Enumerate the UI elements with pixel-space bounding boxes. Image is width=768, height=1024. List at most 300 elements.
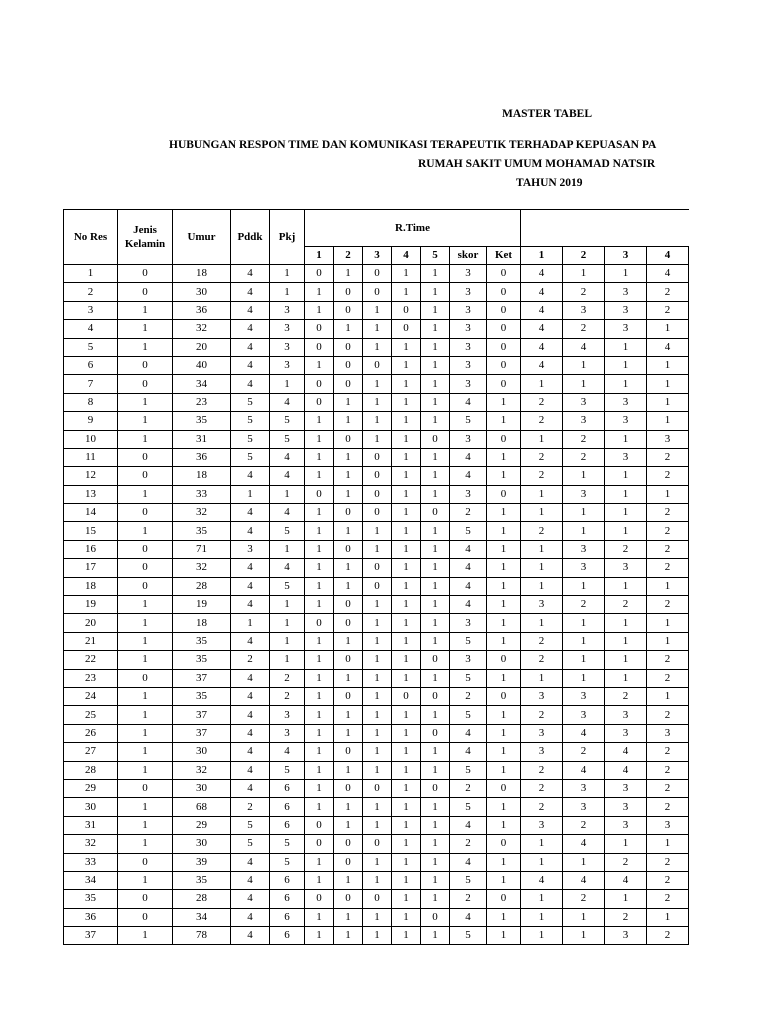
document-subtitle: HUBUNGAN RESPON TIME DAN KOMUNIKASI TERAPEUTIK TERHADAP KEPUASAN PA: [169, 139, 657, 151]
table-cell: 39: [173, 853, 231, 871]
table-header: [64, 210, 689, 265]
table-cell: 1: [363, 632, 392, 650]
table-cell: 0: [118, 559, 173, 577]
table-cell: 1: [487, 927, 521, 945]
table-cell: 1: [521, 927, 563, 945]
table-cell: 4: [270, 504, 305, 522]
table-cell: 5: [270, 835, 305, 853]
table-cell: 1: [563, 356, 605, 374]
table-cell: 4: [563, 761, 605, 779]
table-cell: 0: [334, 430, 363, 448]
table-cell: 1: [118, 816, 173, 834]
table-cell: 0: [305, 816, 334, 834]
table-cell: 0: [487, 356, 521, 374]
table-row: [64, 393, 689, 411]
table-row: [64, 890, 689, 908]
table-cell: 1: [421, 798, 450, 816]
table-cell: 2: [450, 779, 487, 797]
header-pddk: Pddk: [231, 210, 270, 265]
table-cell: 5: [270, 430, 305, 448]
table-cell: 4: [521, 338, 563, 356]
table-cell: 37: [173, 724, 231, 742]
table-cell: 1: [334, 448, 363, 466]
table-cell: 1: [392, 724, 421, 742]
table-cell: 1: [392, 927, 421, 945]
table-cell: 1: [334, 577, 363, 595]
table-cell: 1: [521, 577, 563, 595]
table-cell: 1: [305, 448, 334, 466]
table-cell: 4: [450, 540, 487, 558]
table-cell: 3: [231, 540, 270, 558]
table-cell: 4: [563, 871, 605, 889]
table-cell: 1: [421, 669, 450, 687]
table-cell: 2: [521, 651, 563, 669]
table-cell: 3: [605, 301, 647, 319]
table-cell: 78: [173, 927, 231, 945]
table-cell: 0: [363, 577, 392, 595]
table-row: [64, 651, 689, 669]
table-row: [64, 283, 689, 301]
table-cell: 1: [363, 669, 392, 687]
table-cell: 31: [64, 816, 118, 834]
table-row: [64, 504, 689, 522]
table-cell: 1: [334, 265, 363, 283]
table-cell: 1: [521, 835, 563, 853]
table-cell: 0: [305, 265, 334, 283]
table-row: [64, 632, 689, 650]
table-cell: 1: [487, 761, 521, 779]
table-cell: 5: [231, 448, 270, 466]
table-cell: 2: [647, 761, 689, 779]
table-cell: 3: [270, 706, 305, 724]
table-row: [64, 779, 689, 797]
table-cell: 4: [270, 467, 305, 485]
table-cell: 1: [421, 577, 450, 595]
table-cell: 0: [334, 743, 363, 761]
table-cell: 1: [421, 375, 450, 393]
table-cell: 1: [334, 320, 363, 338]
table-cell: 1: [421, 706, 450, 724]
table-cell: 0: [334, 338, 363, 356]
table-cell: 1: [487, 743, 521, 761]
table-cell: 3: [563, 301, 605, 319]
table-cell: 1: [118, 485, 173, 503]
table-row: [64, 485, 689, 503]
table-cell: 1: [334, 761, 363, 779]
table-cell: 2: [605, 687, 647, 705]
table-cell: 0: [487, 890, 521, 908]
table-cell: 3: [450, 338, 487, 356]
table-cell: 1: [305, 779, 334, 797]
table-cell: 15: [64, 522, 118, 540]
table-cell: 1: [605, 265, 647, 283]
table-cell: 3: [521, 743, 563, 761]
table-cell: 0: [487, 485, 521, 503]
table-cell: 4: [450, 908, 487, 926]
table-cell: 2: [450, 890, 487, 908]
table-cell: 5: [64, 338, 118, 356]
table-cell: 3: [563, 779, 605, 797]
table-cell: 1: [118, 835, 173, 853]
table-cell: 2: [270, 687, 305, 705]
table-cell: 3: [521, 596, 563, 614]
table-cell: 3: [563, 706, 605, 724]
table-cell: 4: [647, 338, 689, 356]
table-cell: 4: [270, 743, 305, 761]
table-cell: 4: [521, 320, 563, 338]
table-cell: 1: [521, 485, 563, 503]
table-cell: 3: [605, 283, 647, 301]
table-cell: 6: [270, 908, 305, 926]
table-cell: 2: [450, 835, 487, 853]
table-cell: 4: [270, 559, 305, 577]
table-cell: 0: [363, 467, 392, 485]
table-cell: 1: [270, 632, 305, 650]
table-cell: 0: [363, 559, 392, 577]
table-cell: 1: [421, 265, 450, 283]
table-cell: 3: [563, 687, 605, 705]
master-table: [63, 209, 689, 945]
table-cell: 3: [605, 798, 647, 816]
table-row: [64, 908, 689, 926]
table-cell: 37: [64, 927, 118, 945]
table-cell: 1: [647, 412, 689, 430]
sub-header-cell: 1: [521, 247, 563, 265]
table-cell: 1: [118, 706, 173, 724]
table-cell: 1: [231, 485, 270, 503]
table-cell: 6: [270, 798, 305, 816]
table-cell: 1: [363, 614, 392, 632]
table-cell: 4: [231, 356, 270, 374]
table-cell: 2: [647, 596, 689, 614]
table-cell: 0: [305, 890, 334, 908]
table-cell: 1: [563, 265, 605, 283]
table-cell: 0: [334, 283, 363, 301]
table-cell: 1: [421, 890, 450, 908]
table-cell: 4: [64, 320, 118, 338]
table-cell: 30: [173, 283, 231, 301]
table-cell: 2: [647, 559, 689, 577]
table-cell: 1: [305, 706, 334, 724]
table-cell: 30: [173, 779, 231, 797]
table-cell: 1: [487, 614, 521, 632]
table-cell: 3: [605, 320, 647, 338]
table-cell: 5: [450, 798, 487, 816]
table-cell: 0: [334, 356, 363, 374]
table-cell: 4: [231, 687, 270, 705]
table-cell: 1: [334, 485, 363, 503]
table-cell: 0: [118, 779, 173, 797]
table-cell: 2: [521, 779, 563, 797]
table-cell: 0: [334, 687, 363, 705]
table-cell: 35: [173, 522, 231, 540]
table-cell: 1: [334, 559, 363, 577]
table-cell: 3: [563, 798, 605, 816]
table-row: [64, 835, 689, 853]
table-cell: 3: [450, 430, 487, 448]
table-cell: 4: [231, 577, 270, 595]
table-cell: 2: [563, 320, 605, 338]
table-cell: 1: [487, 853, 521, 871]
table-cell: 1: [605, 375, 647, 393]
table-cell: 3: [450, 614, 487, 632]
table-cell: 1: [305, 412, 334, 430]
table-cell: 1: [231, 614, 270, 632]
table-cell: 1: [392, 540, 421, 558]
table-cell: 1: [305, 283, 334, 301]
table-cell: 1: [421, 614, 450, 632]
table-cell: 1: [421, 853, 450, 871]
table-cell: 1: [647, 687, 689, 705]
table-cell: 0: [392, 301, 421, 319]
table-cell: 1: [363, 430, 392, 448]
table-cell: 6: [270, 927, 305, 945]
table-cell: 21: [64, 632, 118, 650]
table-cell: 1: [647, 835, 689, 853]
table-cell: 2: [647, 798, 689, 816]
table-cell: 4: [231, 338, 270, 356]
table-cell: 4: [450, 393, 487, 411]
table-cell: 16: [64, 540, 118, 558]
table-cell: 18: [173, 265, 231, 283]
table-cell: 5: [450, 632, 487, 650]
table-cell: 36: [64, 908, 118, 926]
table-cell: 2: [647, 706, 689, 724]
table-cell: 1: [392, 835, 421, 853]
table-cell: 1: [421, 485, 450, 503]
table-cell: 30: [173, 835, 231, 853]
table-cell: 19: [173, 596, 231, 614]
table-row: [64, 430, 689, 448]
table-cell: 1: [392, 798, 421, 816]
table-cell: 4: [605, 871, 647, 889]
table-cell: 0: [363, 485, 392, 503]
header-no-res: No Res: [64, 210, 118, 265]
table-cell: 1: [392, 632, 421, 650]
table-cell: 2: [647, 853, 689, 871]
table-cell: 23: [64, 669, 118, 687]
table-cell: 1: [305, 761, 334, 779]
sub-header-cell: 4: [647, 247, 689, 265]
table-cell: 1: [305, 504, 334, 522]
table-cell: 1: [118, 687, 173, 705]
table-cell: 1: [392, 338, 421, 356]
table-cell: 2: [521, 761, 563, 779]
table-cell: 1: [118, 632, 173, 650]
table-cell: 4: [450, 816, 487, 834]
table-row: [64, 559, 689, 577]
table-cell: 2: [563, 596, 605, 614]
table-cell: 0: [118, 669, 173, 687]
table-cell: 1: [563, 853, 605, 871]
table-cell: 1: [421, 301, 450, 319]
table-cell: 2: [521, 632, 563, 650]
table-cell: 4: [563, 724, 605, 742]
table-cell: 5: [450, 761, 487, 779]
table-cell: 1: [563, 669, 605, 687]
table-cell: 1: [392, 412, 421, 430]
table-cell: 5: [450, 871, 487, 889]
table-cell: 1: [305, 467, 334, 485]
table-row: [64, 743, 689, 761]
table-cell: 1: [334, 412, 363, 430]
table-cell: 20: [64, 614, 118, 632]
table-cell: 0: [334, 779, 363, 797]
table-cell: 1: [64, 265, 118, 283]
table-cell: 4: [270, 448, 305, 466]
table-cell: 4: [647, 265, 689, 283]
table-row: [64, 448, 689, 466]
table-cell: 0: [305, 835, 334, 853]
table-cell: 2: [647, 871, 689, 889]
table-cell: 1: [563, 927, 605, 945]
table-cell: 1: [305, 577, 334, 595]
table-cell: 1: [118, 412, 173, 430]
table-cell: 35: [64, 890, 118, 908]
table-cell: 5: [231, 393, 270, 411]
table-cell: 5: [231, 412, 270, 430]
table-cell: 1: [305, 871, 334, 889]
table-row: [64, 927, 689, 945]
table-cell: 5: [450, 706, 487, 724]
table-cell: 1: [487, 504, 521, 522]
table-cell: 28: [64, 761, 118, 779]
table-cell: 1: [392, 559, 421, 577]
table-cell: 1: [334, 706, 363, 724]
table-cell: 1: [421, 338, 450, 356]
table-row: [64, 412, 689, 430]
table-cell: 1: [487, 596, 521, 614]
table-cell: 2: [64, 283, 118, 301]
table-cell: 1: [647, 908, 689, 926]
table-cell: 1: [563, 522, 605, 540]
table-cell: 18: [173, 467, 231, 485]
table-cell: 3: [605, 779, 647, 797]
table-cell: 1: [118, 724, 173, 742]
table-cell: 1: [363, 320, 392, 338]
table-cell: 1: [305, 724, 334, 742]
table-cell: 4: [231, 853, 270, 871]
table-cell: 2: [563, 430, 605, 448]
table-cell: 1: [421, 927, 450, 945]
table-cell: 17: [64, 559, 118, 577]
table-cell: 0: [363, 779, 392, 797]
table-cell: 3: [450, 320, 487, 338]
table-cell: 3: [563, 393, 605, 411]
table-cell: 4: [521, 871, 563, 889]
table-cell: 2: [647, 651, 689, 669]
table-cell: 0: [363, 835, 392, 853]
table-cell: 4: [231, 779, 270, 797]
table-cell: 1: [270, 485, 305, 503]
table-cell: 35: [173, 687, 231, 705]
table-cell: 22: [64, 651, 118, 669]
table-cell: 1: [605, 522, 647, 540]
table-cell: 2: [647, 669, 689, 687]
table-cell: 5: [270, 761, 305, 779]
sub-header-cell: 5: [421, 247, 450, 265]
table-cell: 4: [521, 265, 563, 283]
table-row: [64, 871, 689, 889]
table-cell: 0: [118, 908, 173, 926]
table-cell: 1: [118, 743, 173, 761]
header-umur: Umur: [173, 210, 231, 265]
table-cell: 1: [647, 485, 689, 503]
table-cell: 4: [231, 283, 270, 301]
table-cell: 2: [605, 908, 647, 926]
table-cell: 14: [64, 504, 118, 522]
table-cell: 4: [450, 467, 487, 485]
table-cell: 5: [270, 853, 305, 871]
table-cell: 1: [605, 890, 647, 908]
table-cell: 3: [270, 724, 305, 742]
table-cell: 0: [334, 375, 363, 393]
table-row: [64, 614, 689, 632]
table-cell: 1: [392, 853, 421, 871]
table-cell: 9: [64, 412, 118, 430]
table-cell: 4: [231, 871, 270, 889]
sub-header-cell: 2: [563, 247, 605, 265]
table-cell: 1: [118, 320, 173, 338]
table-row: [64, 338, 689, 356]
table-cell: 1: [605, 356, 647, 374]
table-cell: 3: [270, 301, 305, 319]
table-cell: 1: [363, 596, 392, 614]
table-cell: 0: [487, 835, 521, 853]
sub-header-cell: 1: [305, 247, 334, 265]
table-cell: 1: [392, 596, 421, 614]
table-cell: 3: [647, 430, 689, 448]
table-cell: 3: [563, 412, 605, 430]
table-cell: 4: [231, 669, 270, 687]
table-cell: 1: [270, 265, 305, 283]
table-cell: 2: [563, 816, 605, 834]
table-cell: 1: [392, 504, 421, 522]
table-cell: 1: [421, 448, 450, 466]
table-cell: 1: [305, 669, 334, 687]
table-cell: 1: [605, 338, 647, 356]
table-cell: 0: [363, 265, 392, 283]
table-cell: 0: [305, 375, 334, 393]
table-row: [64, 687, 689, 705]
table-cell: 1: [305, 596, 334, 614]
table-cell: 3: [64, 301, 118, 319]
table-cell: 1: [521, 504, 563, 522]
table-cell: 1: [118, 798, 173, 816]
table-cell: 19: [64, 596, 118, 614]
table-cell: 35: [173, 871, 231, 889]
table-cell: 1: [392, 669, 421, 687]
table-cell: 3: [270, 338, 305, 356]
table-cell: 0: [421, 908, 450, 926]
table-row: [64, 375, 689, 393]
table-cell: 1: [521, 559, 563, 577]
table-cell: 5: [450, 669, 487, 687]
table-cell: 34: [173, 375, 231, 393]
table-cell: 4: [231, 724, 270, 742]
table-cell: 3: [270, 356, 305, 374]
table-cell: 32: [173, 559, 231, 577]
table-cell: 1: [647, 375, 689, 393]
table-cell: 23: [173, 393, 231, 411]
table-cell: 35: [173, 651, 231, 669]
table-cell: 25: [64, 706, 118, 724]
table-cell: 1: [392, 871, 421, 889]
table-cell: 1: [270, 283, 305, 301]
table-cell: 30: [64, 798, 118, 816]
table-cell: 1: [305, 301, 334, 319]
header-pkj: Pkj: [270, 210, 305, 265]
